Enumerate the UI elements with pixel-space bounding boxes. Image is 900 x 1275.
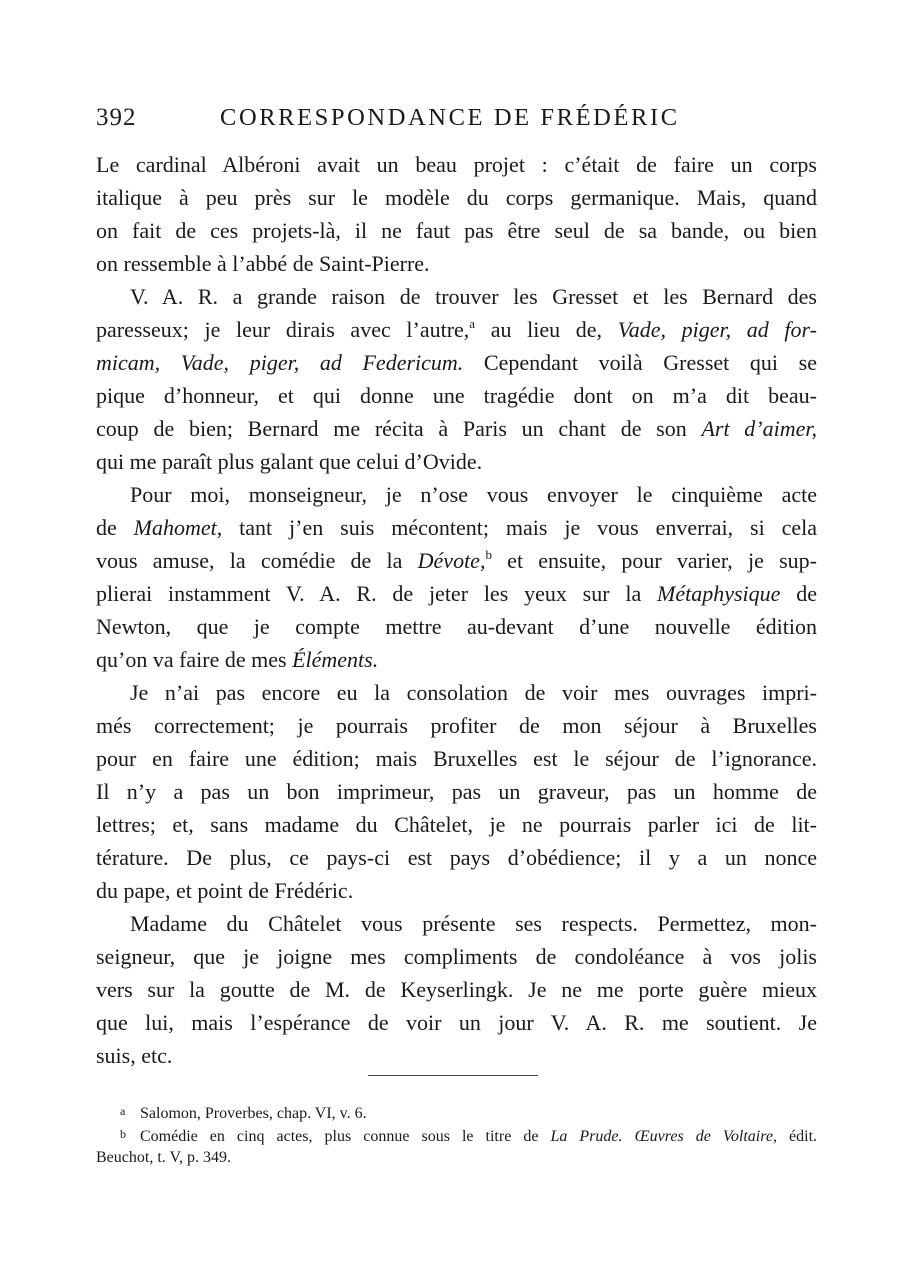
text-line: micam, Vade, piger, ad Federicum. Cependant voilà Gresset qui se: [96, 350, 817, 375]
text-line: pour en faire une édition; mais Bruxelles est le séjour de l’ignorance.: [96, 746, 817, 771]
text-line: plierai instamment V. A. R. de jeter les yeux sur la Métaphysique de: [96, 581, 817, 606]
paragraph-3: [96, 478, 817, 676]
text-line: on ressemble à l’abbé de Saint-Pierre.: [96, 251, 430, 276]
text-line: qui me paraît plus galant que celui d’Ovide.: [96, 449, 483, 474]
text-line: Madame du Châtelet vous présente ses respects. Permettez, mon-: [130, 911, 817, 936]
text-line: on fait de ces projets-là, il ne faut pas être seul de sa bande, ou bien: [96, 218, 817, 243]
text-line: italique à peu près sur le modèle du corps germanique. Mais, quand: [96, 185, 817, 210]
text-line: Newton, que je compte mettre au-devant d’une nouvelle édition: [96, 614, 817, 639]
text-line: coup de bien; Bernard me récita à Paris un chant de son Art d’aimer,: [96, 416, 817, 441]
paragraph-4: [96, 676, 817, 907]
text-line: més correctement; je pourrais profiter de mon séjour à Bruxelles: [96, 713, 817, 738]
footnote-b: b Comédie en cinq actes, plus connue sous le titre de La Prude. Œuvres de Voltaire, édit.: [96, 1123, 817, 1146]
paragraph-5: [96, 907, 817, 1072]
text-line: pique d’honneur, et qui donne une tragédie dont on m’a dit beau-: [96, 383, 817, 408]
footnote-ref-b[interactable]: b: [485, 547, 492, 562]
page-number: 392: [96, 104, 137, 131]
text-line: lettres; et, sans madame du Châtelet, je ne pourrais parler ici de lit-: [96, 812, 817, 837]
text-line: vers sur la goutte de M. de Keyserlingk. Je ne me porte guère mieux: [96, 977, 817, 1002]
page-header: [96, 104, 816, 140]
text-line: du pape, et point de Frédéric.: [96, 878, 354, 903]
letter-body: [96, 148, 817, 1072]
text-line: qu’on va faire de mes Éléments.: [96, 647, 379, 672]
text-line: Le cardinal Albéroni avait un beau projet : c’était de faire un corps: [96, 152, 817, 177]
running-head: CORRESPONDANCE DE FRÉDÉRIC: [220, 104, 680, 131]
text-line: paresseux; je leur dirais avec l’autre,$^a$ au lieu de, Vade, piger, ad for-: [96, 316, 817, 342]
footnote-a: a Salomon, Proverbes, chap. VI, v. 6.: [96, 1100, 817, 1123]
text-line: Je n’ai pas encore eu la consolation de voir mes ouvrages impri-: [130, 680, 817, 705]
footnote-marker: a: [120, 1104, 126, 1118]
footnote-separator: [368, 1075, 538, 1076]
text-line: de Mahomet, tant j’en suis mécontent; mais je vous enverrai, si cela: [96, 515, 817, 540]
footnote-b-continued: Beuchot, t. V, p. 349.: [96, 1149, 231, 1166]
paragraph-1: [96, 148, 817, 280]
footnote-ref-a[interactable]: a: [469, 316, 476, 331]
text-line: que lui, mais l’espérance de voir un jour V. A. R. me soutient. Je: [96, 1010, 817, 1035]
text-line: Il n’y a pas un bon imprimeur, pas un graveur, pas un homme de: [96, 779, 817, 804]
text-line: seigneur, que je joigne mes compliments de condoléance à vos jolis: [96, 944, 817, 969]
text-line: suis, etc.: [96, 1043, 173, 1068]
footnote-marker: b: [120, 1127, 126, 1141]
text-line: V. A. R. a grande raison de trouver les Gresset et les Bernard des: [130, 284, 817, 309]
text-line: vous amuse, la comédie de la Dévote,$^b$ et ensuite, pour varier, je sup-: [96, 547, 817, 573]
paragraph-2: [96, 280, 817, 478]
footnotes: [96, 1100, 817, 1169]
text-line: térature. De plus, ce pays-ci est pays d’obédience; il y a un nonce: [96, 845, 817, 870]
text-line: Pour moi, monseigneur, je n’ose vous envoyer le cinquième acte: [130, 482, 817, 507]
